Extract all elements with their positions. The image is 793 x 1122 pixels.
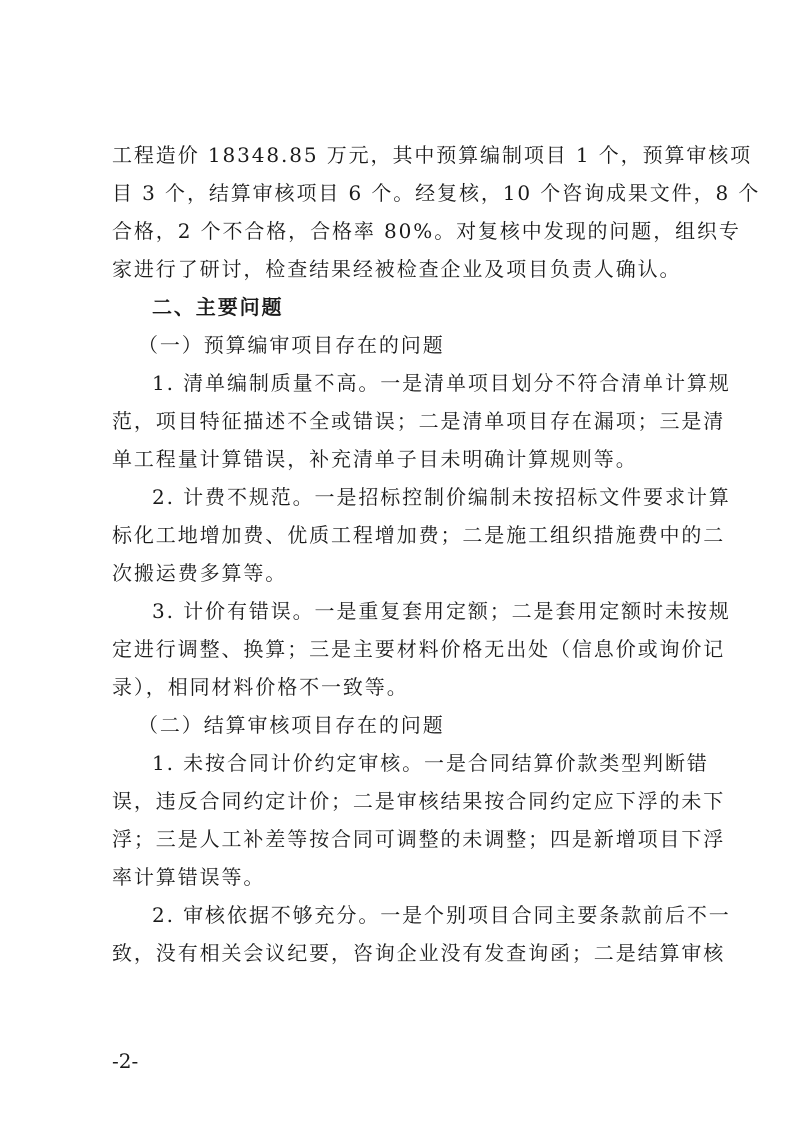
text-line: 率计算错误等。	[112, 865, 266, 889]
text-line: 1. 清单编制质量不高。一是清单项目划分不符合清单计算规	[152, 371, 731, 395]
text-line: 1. 未按合同计价约定审核。一是合同结算价款类型判断错	[152, 751, 709, 775]
text-line: 标化工地增加费、优质工程增加费；二是施工组织措施费中的二	[112, 523, 726, 547]
text-line: 工程造价 18348.85 万元，其中预算编制项目 1 个，预算审核项	[112, 143, 753, 167]
text-line: 2. 计费不规范。一是招标控制价编制未按招标文件要求计算	[152, 485, 731, 509]
text-line: 合格，2 个不合格，合格率 80%。对复核中发现的问题，组织专	[112, 219, 741, 243]
text-line: 单工程量计算错误，补充清单子目未明确计算规则等。	[112, 447, 638, 471]
page-number: -2-	[112, 1049, 139, 1073]
text-line: 浮；三是人工补差等按合同可调整的未调整；四是新增项目下浮	[112, 827, 726, 851]
text-line: 家进行了研讨，检查结果经被检查企业及项目负责人确认。	[112, 257, 682, 281]
text-line: 2. 审核依据不够充分。一是个别项目合同主要条款前后不一	[152, 903, 731, 927]
text-line: 范，项目特征描述不全或错误；二是清单项目存在漏项；三是清	[112, 409, 726, 433]
text-line: 次搬运费多算等。	[112, 561, 288, 585]
text-line: 3. 计价有错误。一是重复套用定额；二是套用定额时未按规	[152, 599, 731, 623]
text-line: 录），相同材料价格不一致等。	[112, 675, 409, 699]
section-heading: 二、主要问题	[152, 295, 284, 319]
text-line: 定进行调整、换算；三是主要材料价格无出处（信息价或询价记	[112, 637, 726, 661]
text-line: 致，没有相关会议纪要，咨询企业没有发查询函；二是结算审核	[112, 941, 726, 965]
subsection-heading: （二）结算审核项目存在的问题	[138, 713, 445, 737]
text-line: 误，违反合同约定计价；二是审核结果按合同约定应下浮的未下	[112, 789, 726, 813]
subsection-heading: （一）预算编审项目存在的问题	[138, 333, 445, 357]
text-line: 目 3 个，结算审核项目 6 个。经复核，10 个咨询成果文件，8 个	[112, 181, 761, 205]
